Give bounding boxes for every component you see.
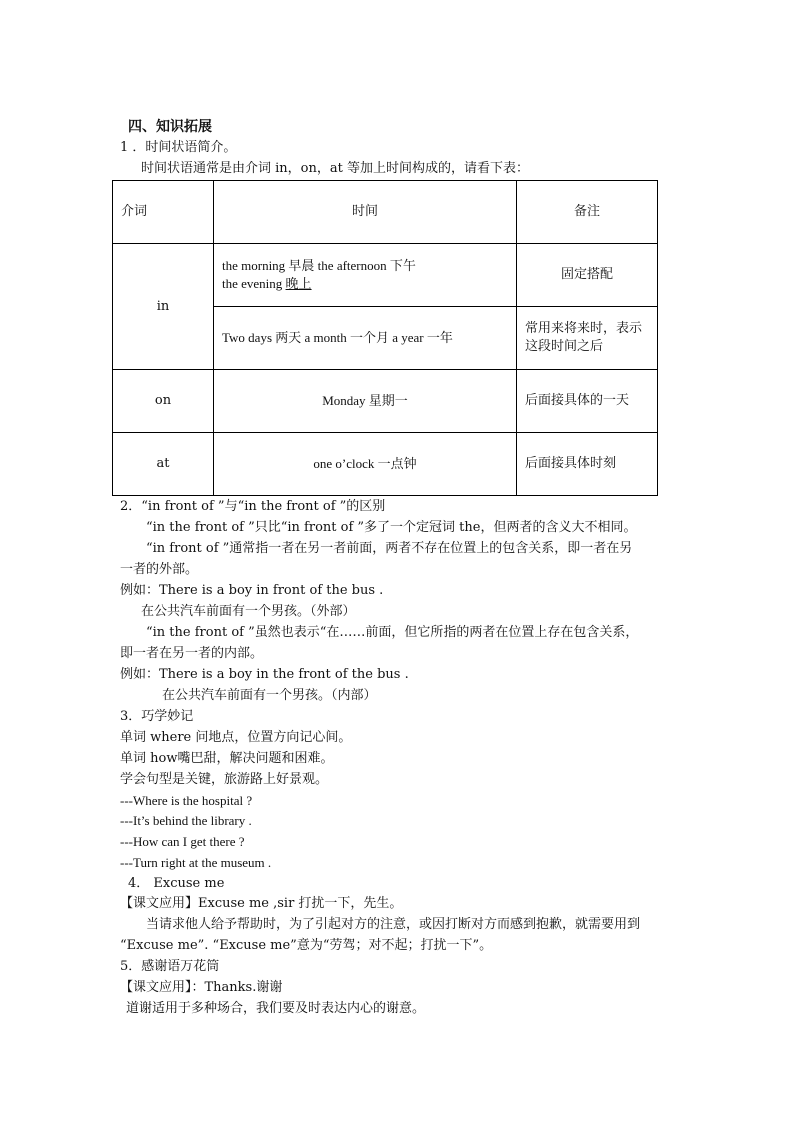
item1-intro: 时间状语通常是由介词 in，on，at 等加上时间构成的，请看下表： (141, 161, 529, 176)
item3-line: ---How can I get there ? (120, 834, 245, 849)
in-note-line-1: 常用来将来时，表示 (525, 321, 643, 336)
in-time-cell-2: Two days 两天 a month 一个月 a year 一年 (214, 307, 517, 370)
item5-title: 5．感谢语万花筒 (120, 959, 220, 974)
section-title: 四、知识拓展 (128, 119, 212, 135)
item2-example1-zh: 在公共汽车前面有一个男孩。（外部） (141, 604, 356, 619)
at-note-cell: 后面接具体时刻 (517, 433, 658, 496)
header-note: 备注 (517, 181, 658, 244)
item3-title: 3．巧学妙记 (120, 709, 194, 724)
item1-title: 1 ．时间状语简介。 (120, 140, 237, 155)
item2-title: 2．“in front of ”与“in the front of ”的区别 (120, 499, 386, 514)
item4-line3: “Excuse me”. “Excuse me”意为“劳驾；对不起；打扰一下”。 (120, 938, 493, 953)
item2-p1: “in the front of ”只比“in front of ”多了一个定冠词 the，但两者的含义大不相同。 (146, 520, 637, 535)
item2-p2-line2: 一者的外部。 (120, 562, 199, 577)
header-time: 时间 (214, 181, 517, 244)
item2-example2-zh: 在公共汽车前面有一个男孩。（内部） (162, 688, 377, 703)
on-time-cell: Monday 星期一 (214, 370, 517, 433)
item3-line: 单词 how嘴巴甜，解决问题和困难。 (120, 751, 334, 766)
item2-example2-en: 例如：There is a boy in the front of the bus . (120, 667, 409, 682)
in-time-line-1: the morning 早晨 the afternoon 下午 (222, 258, 416, 273)
item2-p3-line1: “in the front of ”虽然也表示“在……前面，但它所指的两者在位置上存在包含关系， (146, 625, 639, 640)
table-row (113, 244, 658, 307)
item5-line2: 道谢适用于多种场合，我们要及时表达内心的谢意。 (126, 1001, 426, 1016)
in-note-line-2: 这段时间之后 (525, 339, 604, 354)
in-time-line-2a: the evening (222, 276, 286, 291)
item2-example1-en: 例如：There is a boy in front of the bus . (120, 583, 384, 598)
time-adverbial-table (112, 180, 658, 496)
table-header-row (113, 181, 658, 244)
item5-line1: 【课文应用】：Thanks.谢谢 (120, 980, 283, 995)
item3-line: ---Where is the hospital ? (120, 793, 253, 808)
in-time-line-2b: 晚上 (285, 276, 312, 291)
item3-line: 单词 where 问地点，位置方向记心间。 (120, 730, 352, 745)
item3-line: ---Turn right at the museum . (120, 855, 272, 870)
item3-line: 学会句型是关键，旅游路上好景观。 (120, 772, 329, 787)
item4-line1: 【课文应用】Excuse me ,sir 打扰一下，先生。 (120, 896, 403, 911)
table-row (113, 370, 658, 433)
in-note-cell-2 (517, 307, 658, 370)
item4-line2: 当请求他人给予帮助时，为了引起对方的注意，或因打断对方而感到抱歉，就需要用到 (146, 917, 641, 932)
label-at: at (113, 433, 214, 496)
in-note-cell-1: 固定搭配 (517, 244, 658, 307)
on-note-cell: 后面接具体的一天 (517, 370, 658, 433)
item3-line: ---It’s behind the library . (120, 813, 252, 828)
label-on: on (113, 370, 214, 433)
in-time-cell-1 (214, 244, 517, 307)
table-row (113, 433, 658, 496)
item4-title: 4． Excuse me (128, 876, 225, 891)
header-preposition: 介词 (113, 181, 214, 244)
in-time-line-2 (222, 275, 508, 293)
label-in: in (113, 244, 214, 370)
at-time-cell: one o’clock 一点钟 (214, 433, 517, 496)
item2-p3-line2: 即一者在另一者的内部。 (120, 646, 264, 661)
item2-p2-line1: “in front of ”通常指一者在另一者前面，两者不存在位置上的包含关系，即一者在另 (146, 541, 633, 556)
